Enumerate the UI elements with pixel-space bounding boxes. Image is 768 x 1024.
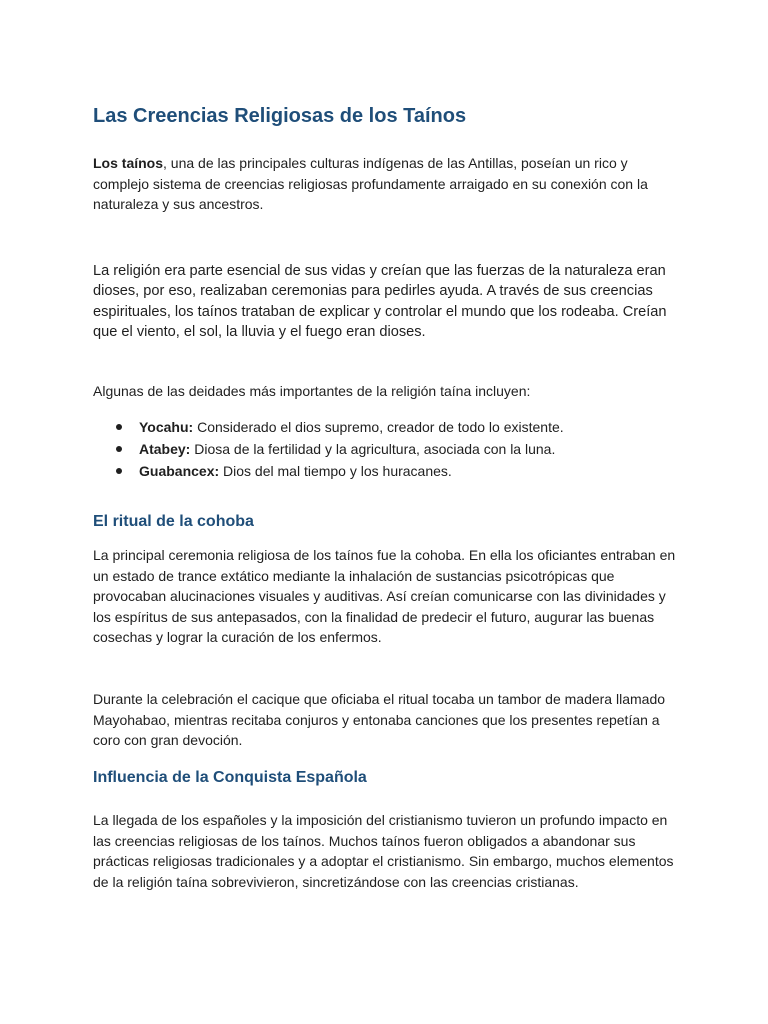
bullet-icon bbox=[116, 424, 122, 430]
bullet-icon bbox=[116, 468, 122, 474]
bullet-icon bbox=[116, 446, 122, 452]
section-heading-cohoba: El ritual de la cohoba bbox=[93, 513, 254, 530]
cohoba-paragraph-2: Durante la celebración el cacique que oficiaba el ritual tocaba un tambor de madera llamado Mayohabao, mientras recitaba conjuros y entonaba canciones que los presentes repetían a coro con gran devoción. bbox=[93, 691, 666, 749]
intro-text: , una de las principales culturas indígenas de las Antillas, poseían un rico y complejo sistema de creencias religiosas profundamente arraigado en su conexión con la naturaleza y sus ancestros. bbox=[93, 155, 648, 213]
deity-desc: Diosa de la fertilidad y la agricultura, asociada con la luna. bbox=[190, 441, 556, 457]
deity-desc: Dios del mal tiempo y los huracanes. bbox=[219, 463, 452, 479]
deities-list bbox=[93, 416, 681, 482]
conquista-paragraph: La llegada de los españoles y la imposición del cristianismo tuvieron un profundo impacto en las creencias religiosas de los taínos. Muchos taínos fueron obligados a abandonar sus prácticas religiosas tradicionales y a adoptar el cristianismo. Sin embargo, muchos elementos de la religión taína sobrevivieron, sincretizándose con las creencias cristianas. bbox=[93, 812, 674, 890]
intro-paragraph bbox=[93, 153, 681, 215]
deities-intro: Algunas de las deidades más importantes de la religión taína incluyen: bbox=[93, 383, 531, 399]
list-item bbox=[93, 460, 681, 482]
deity-desc: Considerado el dios supremo, creador de todo lo existente. bbox=[193, 419, 564, 435]
list-item bbox=[93, 416, 681, 438]
deity-name: Yocahu: bbox=[139, 419, 194, 435]
section-heading-conquista: Influencia de la Conquista Española bbox=[93, 769, 367, 786]
deity-name: Atabey: bbox=[139, 441, 191, 457]
list-item bbox=[93, 438, 681, 460]
deity-name: Guabancex: bbox=[139, 463, 220, 479]
document-title: Las Creencias Religiosas de los Taínos bbox=[93, 105, 467, 127]
intro-bold-lead: Los taínos bbox=[93, 155, 164, 171]
religion-paragraph: La religión era parte esencial de sus vidas y creían que las fuerzas de la naturaleza eran dioses, por eso, realizaban ceremonias para pedirles ayuda. A través de sus creencias espirituales, los taínos trataban de explicar y controlar el mundo que los rodeaba. Creían que el viento, el sol, la lluvia y el fuego eran dioses. bbox=[93, 263, 667, 341]
cohoba-paragraph-1: La principal ceremonia religiosa de los taínos fue la cohoba. En ella los oficiantes entraban en un estado de trance extático mediante la inhalación de sustancias psicotrópicas que provocaban alucinaciones visuales y auditivas. Así creían comunicarse con las divinidades y los espíritus de sus antepasados, con la finalidad de predecir el futuro, augurar las buenas cosechas y lograr la curación de los enfermos. bbox=[93, 547, 676, 646]
